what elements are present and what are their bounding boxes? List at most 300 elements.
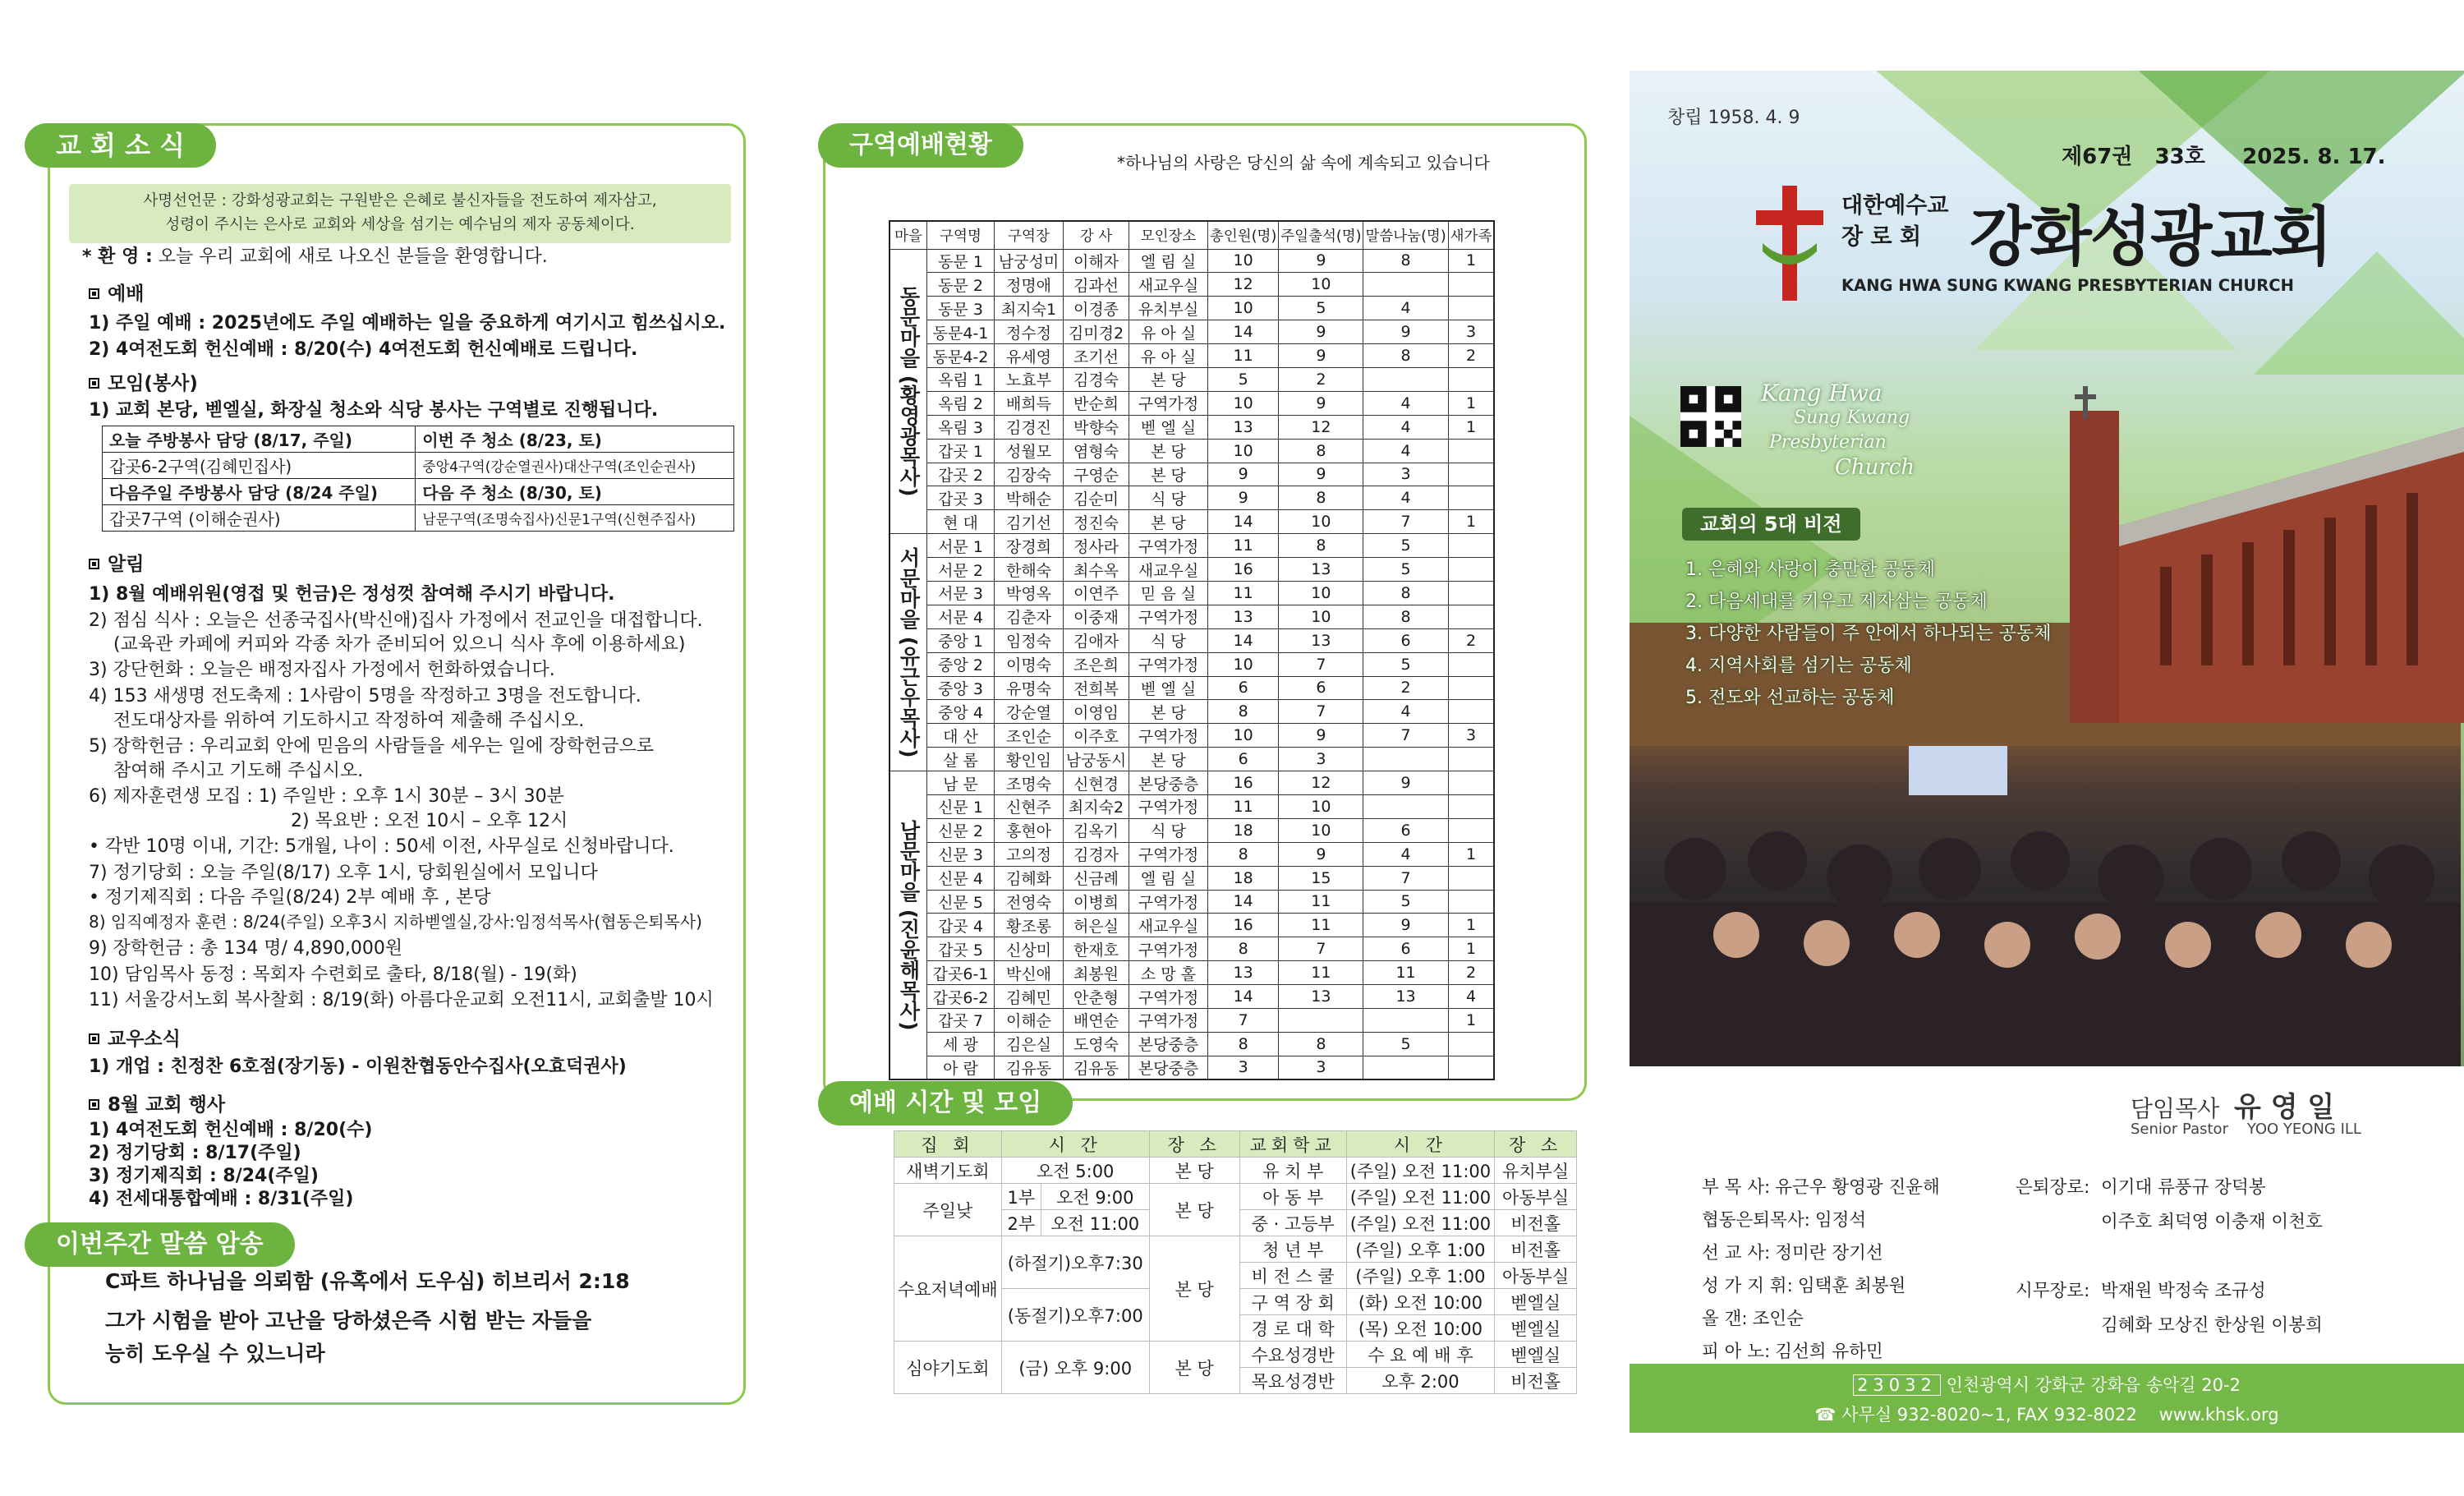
column-header: 주일출석(명) bbox=[1279, 221, 1363, 249]
table-row bbox=[890, 771, 1494, 795]
table-cell: 유명숙 bbox=[995, 676, 1064, 700]
table-cell: 염형숙 bbox=[1064, 439, 1129, 463]
table-cell: 남궁성미 bbox=[995, 249, 1064, 273]
table-cell: (화) 오전 10:00 bbox=[1346, 1289, 1494, 1315]
staff-row bbox=[2016, 1311, 2323, 1337]
table-cell: 아 동 부 bbox=[1239, 1184, 1346, 1210]
notice-item: • 각반 10명 이내, 기간: 5개월, 나이 : 50세 이전, 사무실로 신청바랍니다. bbox=[89, 836, 674, 857]
table-cell: 8 bbox=[1363, 581, 1448, 605]
table-cell bbox=[1448, 297, 1494, 320]
notice-item: 참여해 주시고 기도해 주십시오. bbox=[113, 761, 364, 781]
table-cell: 8 bbox=[1363, 605, 1448, 628]
column-header: 구역명 bbox=[927, 221, 995, 249]
table-row bbox=[890, 486, 1494, 510]
table-cell: 정명애 bbox=[995, 273, 1064, 297]
zip-code: 23032 bbox=[1853, 1374, 1941, 1396]
table-cell bbox=[1448, 439, 1494, 463]
table-cell: 서문 2 bbox=[927, 558, 995, 582]
memory-verse bbox=[105, 1265, 630, 1370]
table-cell: 7 bbox=[1279, 700, 1363, 724]
table-cell: (주일) 오후 1:00 bbox=[1346, 1263, 1494, 1289]
table-cell: 구역가정 bbox=[1129, 937, 1208, 961]
vision-item: 5. 전도와 선교하는 공동체 bbox=[1685, 688, 1895, 708]
table-cell: 이번 주 청소 (8/23, 토) bbox=[416, 426, 734, 453]
staff-role: 올 갠: bbox=[1702, 1309, 1748, 1329]
table-cell: 본당중층 bbox=[1129, 771, 1208, 795]
vision-item: 1. 은혜와 사랑이 충만한 공동체 bbox=[1685, 559, 1935, 580]
pastor-line bbox=[2131, 1084, 2334, 1125]
table-cell: 7 bbox=[1279, 652, 1363, 676]
vision-item: 4. 지역사회를 섬기는 공동체 bbox=[1685, 656, 1912, 676]
table-cell: 3 bbox=[1363, 463, 1448, 486]
table-row bbox=[894, 1236, 1577, 1263]
welcome-text: 오늘 우리 교회에 새로 나오신 분들을 환영합니다. bbox=[158, 246, 548, 267]
table-cell: 9 bbox=[1279, 724, 1363, 748]
table-cell: 정수정 bbox=[995, 320, 1064, 344]
table-cell bbox=[1363, 748, 1448, 771]
table-cell: 본 당 bbox=[1129, 748, 1208, 771]
table-cell: 비전홀 bbox=[1495, 1210, 1577, 1236]
table-cell: 1 bbox=[1448, 249, 1494, 273]
table-cell: 5 bbox=[1363, 890, 1448, 914]
worship-item-2: 2) 4여전도회 헌신예배 : 8/20(수) 4여전도회 헌신예배로 드립니다. bbox=[89, 339, 638, 360]
table-cell: 13 bbox=[1279, 558, 1363, 582]
staff-row bbox=[1702, 1239, 1883, 1264]
table-cell bbox=[1279, 1009, 1363, 1033]
table-cell: 14 bbox=[1208, 320, 1279, 344]
table-cell: 갑곳7구역 (이해순권사) bbox=[103, 505, 416, 532]
table-cell: 7 bbox=[1279, 937, 1363, 961]
qr-code-icon bbox=[1680, 386, 1741, 447]
table-cell: 김혜화 bbox=[995, 866, 1064, 890]
table-cell: 8 bbox=[1208, 1032, 1279, 1056]
table-cell: 동문 1 bbox=[927, 249, 995, 273]
table-row bbox=[890, 724, 1494, 748]
table-cell: 9 bbox=[1363, 320, 1448, 344]
issue-line bbox=[2062, 140, 2386, 170]
table-cell: 고의정 bbox=[995, 842, 1064, 866]
english-script-logo bbox=[1761, 381, 1915, 480]
table-cell: 구 역 장 회 bbox=[1239, 1289, 1346, 1315]
table-cell: 수요성경반 bbox=[1239, 1342, 1346, 1368]
table-cell: 9 bbox=[1279, 842, 1363, 866]
table-cell: 6 bbox=[1279, 676, 1363, 700]
schedule-table bbox=[894, 1130, 1577, 1394]
table-cell: 갑곳6-2구역(김혜민집사) bbox=[103, 453, 416, 479]
table-cell: 3 bbox=[1279, 1056, 1363, 1079]
table-cell: 벧 엘 실 bbox=[1129, 415, 1208, 439]
table-cell: 아동부실 bbox=[1495, 1184, 1577, 1210]
table-cell: 본당중층 bbox=[1129, 1056, 1208, 1079]
table-cell: 아 람 bbox=[927, 1056, 995, 1079]
table-row bbox=[890, 866, 1494, 890]
table-cell: 오후 2:00 bbox=[1346, 1368, 1494, 1394]
table-cell: 도영숙 bbox=[1064, 1032, 1129, 1056]
notice-item: 2) 점심 식사 : 오늘은 선종국집사(박신애)집사 가정에서 전교인을 대접합니다. bbox=[89, 610, 703, 631]
table-cell: 박해순 bbox=[995, 486, 1064, 510]
table-cell: 이해순 bbox=[995, 1009, 1064, 1033]
table-cell: 9 bbox=[1279, 391, 1363, 415]
table-cell: 10 bbox=[1279, 510, 1363, 534]
table-cell: 안춘형 bbox=[1064, 985, 1129, 1009]
table-cell: 김옥기 bbox=[1064, 818, 1129, 842]
table-cell: 조기선 bbox=[1064, 344, 1129, 368]
staff-role: 선 교 사: bbox=[1702, 1243, 1771, 1264]
table-cell: 7 bbox=[1363, 866, 1448, 890]
column-header: 모인장소 bbox=[1129, 221, 1208, 249]
table-cell: 8 bbox=[1279, 486, 1363, 510]
table-row bbox=[890, 961, 1494, 985]
staff-names: 임택훈 최봉원 bbox=[1797, 1276, 1906, 1296]
table-cell: 경 로 대 학 bbox=[1239, 1315, 1346, 1342]
column-header: 집 회 bbox=[894, 1131, 1002, 1158]
table-cell: 대 산 bbox=[927, 724, 995, 748]
table-cell: 김경진 bbox=[995, 415, 1064, 439]
table-cell: 5 bbox=[1208, 367, 1279, 391]
cell-worship-header: 구역예배현황 bbox=[818, 123, 1023, 168]
table-cell: 한해숙 bbox=[995, 558, 1064, 582]
table-cell: 2 bbox=[1279, 367, 1363, 391]
table-cell: 13 bbox=[1279, 628, 1363, 652]
table-cell: 10 bbox=[1208, 652, 1279, 676]
table-cell: 새벽기도회 bbox=[894, 1158, 1002, 1184]
table-cell: 엘 림 실 bbox=[1129, 249, 1208, 273]
table-cell: 다음주일 주방봉사 담당 (8/24 주일) bbox=[103, 479, 416, 505]
table-cell: 9 bbox=[1363, 914, 1448, 937]
staff-names: 조인순 bbox=[1752, 1309, 1804, 1329]
table-cell: 13 bbox=[1363, 985, 1448, 1009]
table-cell: 1 bbox=[1448, 391, 1494, 415]
table-cell bbox=[1448, 676, 1494, 700]
table-row bbox=[890, 297, 1494, 320]
table-row bbox=[103, 505, 734, 532]
table-cell: 비전홀 bbox=[1495, 1368, 1577, 1394]
table-cell: 13 bbox=[1208, 961, 1279, 985]
table-cell: 정진숙 bbox=[1064, 510, 1129, 534]
table-cell bbox=[1448, 486, 1494, 510]
schedule-header: 예배 시간 및 모임 bbox=[818, 1081, 1073, 1125]
table-cell: 14 bbox=[1208, 628, 1279, 652]
table-cell: 비 전 스 쿨 bbox=[1239, 1263, 1346, 1289]
column-header: 새가족 bbox=[1448, 221, 1494, 249]
table-cell: 2부 bbox=[1001, 1210, 1041, 1236]
table-cell: 신문 2 bbox=[927, 818, 995, 842]
table-cell: 11 bbox=[1279, 890, 1363, 914]
square-bullet-icon bbox=[89, 288, 99, 299]
table-cell: 14 bbox=[1208, 985, 1279, 1009]
table-cell: 소 망 홀 bbox=[1129, 961, 1208, 985]
table-cell: 16 bbox=[1208, 771, 1279, 795]
table-cell: 본 당 bbox=[1129, 367, 1208, 391]
table-cell: 4 bbox=[1363, 700, 1448, 724]
address-line bbox=[1630, 1364, 2464, 1397]
table-cell: 6 bbox=[1363, 818, 1448, 842]
table-cell: 중앙 1 bbox=[927, 628, 995, 652]
table-cell: 이해자 bbox=[1064, 249, 1129, 273]
notice-item: 10) 담임목사 동정 : 목회자 수련회로 출타, 8/18(월) - 19(화) bbox=[89, 964, 577, 985]
column-header: 장 소 bbox=[1495, 1131, 1577, 1158]
table-cell: 본 당 bbox=[1129, 700, 1208, 724]
table-cell: 11 bbox=[1279, 914, 1363, 937]
table-cell: 심야기도회 bbox=[894, 1342, 1002, 1394]
table-cell: 16 bbox=[1208, 558, 1279, 582]
table-cell bbox=[1448, 771, 1494, 795]
table-cell: 8 bbox=[1279, 534, 1363, 558]
table-cell: 10 bbox=[1208, 724, 1279, 748]
staff-role: 은퇴장로: bbox=[2016, 1177, 2090, 1198]
staff-row bbox=[1702, 1173, 1940, 1199]
table-cell: 한재호 bbox=[1064, 937, 1129, 961]
table-cell: 중앙 3 bbox=[927, 676, 995, 700]
script-line-4: Church bbox=[1835, 455, 1915, 480]
table-row bbox=[103, 453, 734, 479]
pastor-title: 담임목사 bbox=[2131, 1095, 2220, 1122]
table-cell: 김은실 bbox=[995, 1032, 1064, 1056]
table-cell: 10 bbox=[1279, 605, 1363, 628]
staff-names: 박재원 박정숙 조규성 bbox=[2101, 1281, 2266, 1301]
table-cell: 구역가정 bbox=[1129, 652, 1208, 676]
table-cell: 조명숙 bbox=[995, 771, 1064, 795]
column-header: 장 소 bbox=[1149, 1131, 1239, 1158]
table-cell: 허은실 bbox=[1064, 914, 1129, 937]
denomination-line-2: 장 로 회 bbox=[1841, 224, 1922, 250]
table-cell bbox=[1448, 463, 1494, 486]
table-cell: 신문 5 bbox=[927, 890, 995, 914]
table-cell: 3 bbox=[1448, 320, 1494, 344]
table-cell: 전희복 bbox=[1064, 676, 1129, 700]
table-cell: 5 bbox=[1363, 652, 1448, 676]
member-news-heading: 교우소식 bbox=[89, 1027, 746, 1052]
table-cell: 16 bbox=[1208, 914, 1279, 937]
table-cell: 9 bbox=[1279, 344, 1363, 368]
table-cell: 5 bbox=[1363, 1032, 1448, 1056]
table-row bbox=[890, 937, 1494, 961]
table-cell: 아동부실 bbox=[1495, 1263, 1577, 1289]
table-cell: 구역가정 bbox=[1129, 391, 1208, 415]
table-cell: 5 bbox=[1363, 534, 1448, 558]
table-cell: 김유동 bbox=[1064, 1056, 1129, 1079]
table-cell: 최지숙1 bbox=[995, 297, 1064, 320]
table-cell: 옥림 1 bbox=[927, 367, 995, 391]
list-item: 2) 정기당회 : 8/17(주일) bbox=[89, 1143, 301, 1163]
table-cell: 4 bbox=[1363, 842, 1448, 866]
table-cell bbox=[1448, 652, 1494, 676]
table-cell: 오전 9:00 bbox=[1041, 1184, 1149, 1210]
staff-names: 유근우 황영광 진윤해 bbox=[1775, 1177, 1940, 1198]
table-row bbox=[890, 985, 1494, 1009]
vision-title: 교회의 5대 비전 bbox=[1682, 508, 1860, 541]
table-cell: 새교우실 bbox=[1129, 558, 1208, 582]
table-cell: 수 요 예 배 후 bbox=[1346, 1342, 1494, 1368]
column-header: 교회학교 bbox=[1239, 1131, 1346, 1158]
table-cell: 구역가정 bbox=[1129, 985, 1208, 1009]
table-cell: 구역가정 bbox=[1129, 1009, 1208, 1033]
table-cell: 10 bbox=[1208, 297, 1279, 320]
table-cell bbox=[1363, 367, 1448, 391]
table-cell: 신문 3 bbox=[927, 842, 995, 866]
gathering-item-1: 1) 교회 본당, 벧엘실, 화장실 청소와 식당 봉사는 구역별로 진행됩니다. bbox=[89, 400, 659, 421]
table-cell: 청 년 부 bbox=[1239, 1236, 1346, 1263]
table-row bbox=[890, 605, 1494, 628]
table-cell: 수요저녁예배 bbox=[894, 1236, 1002, 1342]
table-cell: 장경희 bbox=[995, 534, 1064, 558]
table-cell: 신금례 bbox=[1064, 866, 1129, 890]
table-cell: 노효부 bbox=[995, 367, 1064, 391]
table-cell: 13 bbox=[1208, 605, 1279, 628]
table-cell: 박향숙 bbox=[1064, 415, 1129, 439]
vision-item: 2. 다음세대를 키우고 제자삼는 공동체 bbox=[1685, 591, 1988, 612]
table-cell bbox=[1448, 700, 1494, 724]
table-cell: 10 bbox=[1208, 249, 1279, 273]
table-cell bbox=[1363, 1056, 1448, 1079]
table-cell: 5 bbox=[1363, 558, 1448, 582]
table-cell bbox=[1363, 273, 1448, 297]
table-cell: 1부 bbox=[1001, 1184, 1041, 1210]
table-row bbox=[890, 628, 1494, 652]
table-cell bbox=[1448, 1032, 1494, 1056]
table-cell: 중 · 고등부 bbox=[1239, 1210, 1346, 1236]
table-cell: 10 bbox=[1279, 794, 1363, 818]
welcome-line bbox=[82, 244, 739, 269]
mission-line-1: 사명선언문 : 강화성광교회는 구원받은 은혜로 불신자들을 전도하여 제자삼고, bbox=[143, 192, 657, 209]
table-cell: 비전홀 bbox=[1495, 1236, 1577, 1263]
table-row bbox=[890, 439, 1494, 463]
table-cell: 식 당 bbox=[1129, 486, 1208, 510]
table-row bbox=[890, 794, 1494, 818]
table-cell: 9 bbox=[1279, 463, 1363, 486]
notice-heading: 알림 bbox=[89, 552, 746, 578]
table-cell: (주일) 오전 11:00 bbox=[1346, 1158, 1494, 1184]
cross-logo-icon bbox=[1756, 186, 1823, 301]
church-news-header: 교 회 소 식 bbox=[25, 123, 216, 168]
table-row bbox=[890, 700, 1494, 724]
table-row bbox=[890, 249, 1494, 273]
table-cell: 유치부실 bbox=[1129, 297, 1208, 320]
table-cell: 4 bbox=[1363, 297, 1448, 320]
table-cell: 박영옥 bbox=[995, 581, 1064, 605]
table-row bbox=[890, 320, 1494, 344]
table-cell: 4 bbox=[1363, 391, 1448, 415]
table-row bbox=[890, 652, 1494, 676]
table-row bbox=[103, 426, 734, 453]
staff-names: 김혜화 모상진 한상원 이봉희 bbox=[2101, 1315, 2323, 1336]
table-cell: 신문 1 bbox=[927, 794, 995, 818]
notice-item: • 정기제직회 : 다음 주일(8/24) 2부 예배 후 , 본당 bbox=[89, 887, 491, 908]
table-cell: 김유동 bbox=[995, 1056, 1064, 1079]
table-cell: (목) 오전 10:00 bbox=[1346, 1315, 1494, 1342]
address-text: 인천광역시 강화군 강화읍 송악길 20-2 bbox=[1946, 1375, 2241, 1395]
table-cell: 구역가정 bbox=[1129, 534, 1208, 558]
table-cell: 5 bbox=[1279, 297, 1363, 320]
table-cell: 남문구역(조명숙집사)신문1구역(신현주집사) bbox=[416, 505, 734, 532]
staff-role: 피 아 노: bbox=[1702, 1342, 1771, 1362]
table-cell: 3 bbox=[1279, 748, 1363, 771]
table-cell: 최지숙2 bbox=[1064, 794, 1129, 818]
notice-item: 전도대상자를 위하여 기도하시고 작정하여 제출해 주십시오. bbox=[113, 711, 585, 731]
notice-item: 3) 강단헌화 : 오늘은 배정자집사 가정에서 헌화하였습니다. bbox=[89, 660, 555, 680]
table-cell: 4 bbox=[1363, 486, 1448, 510]
member-news-item: 1) 개업 : 친정찬 6호점(장기동) - 이원찬협동안수집사(오효덕권사) bbox=[89, 1056, 627, 1077]
table-cell: 중앙 4 bbox=[927, 700, 995, 724]
staff-row bbox=[2016, 1208, 2323, 1233]
list-item: 4) 전세대통합예배 : 8/31(주일) bbox=[89, 1189, 354, 1209]
table-row bbox=[890, 1056, 1494, 1079]
table-cell: 김미경2 bbox=[1064, 320, 1129, 344]
table-cell: 8 bbox=[1279, 439, 1363, 463]
table-cell: 7 bbox=[1208, 1009, 1279, 1033]
table-cell: 13 bbox=[1208, 415, 1279, 439]
table-cell: 중앙 2 bbox=[927, 652, 995, 676]
table-cell: 구역가정 bbox=[1129, 794, 1208, 818]
table-cell: 김혜민 bbox=[995, 985, 1064, 1009]
table-cell: 10 bbox=[1279, 581, 1363, 605]
table-cell: 9 bbox=[1208, 486, 1279, 510]
table-cell: 6 bbox=[1208, 676, 1279, 700]
table-cell: 8 bbox=[1363, 249, 1448, 273]
table-cell: 13 bbox=[1279, 985, 1363, 1009]
table-cell: 2 bbox=[1448, 961, 1494, 985]
table-cell: 세 광 bbox=[927, 1032, 995, 1056]
church-name: 강화성광교회 bbox=[1970, 200, 2332, 274]
list-item: 1) 4여전도회 헌신예배 : 8/20(수) bbox=[89, 1120, 373, 1140]
table-cell: 벧엘실 bbox=[1495, 1289, 1577, 1315]
table-cell: 김경숙 bbox=[1064, 367, 1129, 391]
table-cell: 1 bbox=[1448, 415, 1494, 439]
staff-row bbox=[1702, 1272, 1905, 1297]
vision-item: 3. 다양한 사람들이 주 안에서 하나되는 공동체 bbox=[1685, 624, 2052, 644]
table-cell: 구역가정 bbox=[1129, 605, 1208, 628]
church-building-illustration bbox=[2004, 378, 2464, 723]
table-cell bbox=[1363, 794, 1448, 818]
worship-item-1: 1) 주일 예배 : 2025년에도 주일 예배하는 일을 중요하게 여기시고 힘쓰십시오. bbox=[89, 313, 726, 334]
table-cell: 12 bbox=[1208, 273, 1279, 297]
table-cell: 주일낮 bbox=[894, 1184, 1002, 1236]
table-cell: 벧엘실 bbox=[1495, 1342, 1577, 1368]
table-row bbox=[890, 676, 1494, 700]
table-cell: 중앙4구역(강순열권사)대산구역(조인순권사) bbox=[416, 453, 734, 479]
events-heading: 8월 교회 행사 bbox=[89, 1093, 746, 1118]
table-row bbox=[890, 914, 1494, 937]
table-cell: 동문 2 bbox=[927, 273, 995, 297]
table-cell: 3 bbox=[1208, 1056, 1279, 1079]
table-row bbox=[894, 1342, 1577, 1368]
table-cell bbox=[1448, 890, 1494, 914]
table-cell: 옥림 2 bbox=[927, 391, 995, 415]
table-cell bbox=[1448, 1056, 1494, 1079]
staff-names: 정미란 장기선 bbox=[1775, 1243, 1883, 1264]
table-cell: 식 당 bbox=[1129, 818, 1208, 842]
footer-address bbox=[1630, 1364, 2464, 1433]
mission-statement bbox=[69, 184, 731, 243]
table-row bbox=[890, 534, 1494, 558]
table-cell: 4 bbox=[1448, 985, 1494, 1009]
table-cell: 10 bbox=[1279, 273, 1363, 297]
table-cell: 목요성경반 bbox=[1239, 1368, 1346, 1394]
table-cell: 이영임 bbox=[1064, 700, 1129, 724]
table-cell: (금) 오후 9:00 bbox=[1001, 1342, 1149, 1394]
website-link[interactable]: www.khsk.org bbox=[2158, 1405, 2279, 1425]
table-cell: 9 bbox=[1279, 249, 1363, 273]
table-cell bbox=[1448, 866, 1494, 890]
table-cell: 4 bbox=[1363, 415, 1448, 439]
table-cell: 반순희 bbox=[1064, 391, 1129, 415]
table-cell: 이명숙 bbox=[995, 652, 1064, 676]
table-cell: 유 아 실 bbox=[1129, 320, 1208, 344]
notice-item: 4) 153 새생명 전도축제 : 1사람이 5명을 작정하고 3명을 전도합니다. bbox=[89, 686, 641, 707]
table-cell: 새교우실 bbox=[1129, 273, 1208, 297]
column-header: 시 간 bbox=[1001, 1131, 1149, 1158]
column-header: 총인원(명) bbox=[1208, 221, 1279, 249]
